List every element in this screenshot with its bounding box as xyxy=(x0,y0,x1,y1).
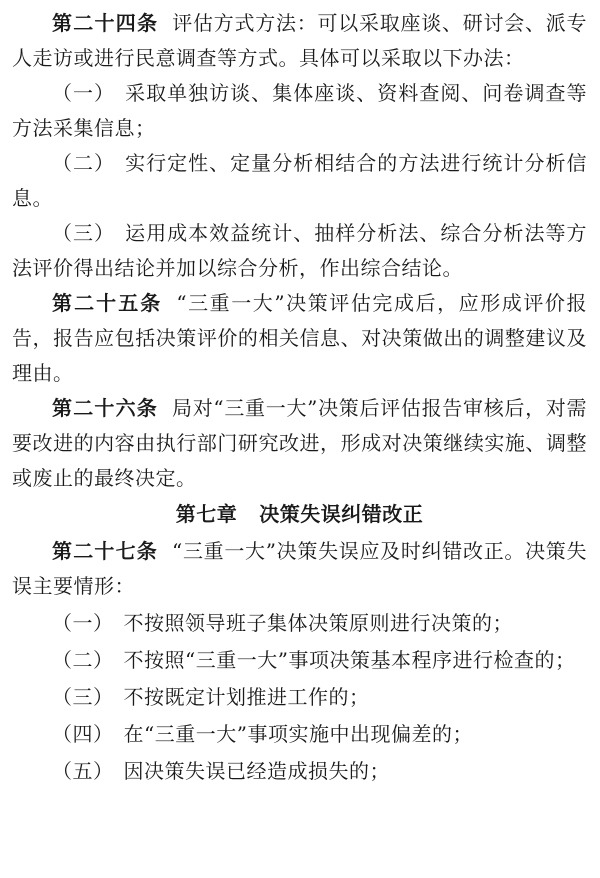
item-number: （二） xyxy=(52,648,114,672)
item-text: 不按既定计划推进工作的； xyxy=(123,685,370,709)
article-27-label: 第二十七条 xyxy=(52,539,159,563)
article-24-item-1 xyxy=(12,76,587,146)
item-text: 不按照领导班子集体决策原则进行决策的； xyxy=(123,611,513,635)
item-text: 在“三重一大”事项实施中出现偏差的； xyxy=(123,722,473,746)
item-number: （二） xyxy=(52,151,116,175)
article-25-text: “三重一大”决策评估完成后，应形成评价报告，报告应包括决策评价的相关信息、对决策做出的调整建议及理由。 xyxy=(12,291,588,385)
article-27-item-5 xyxy=(12,754,587,789)
item-number: （一） xyxy=(52,81,116,105)
article-27-item-2 xyxy=(12,643,587,678)
item-number: （五） xyxy=(52,759,114,783)
article-24 xyxy=(12,6,587,76)
article-24-item-3 xyxy=(12,216,587,286)
article-25 xyxy=(12,286,587,391)
article-26-label: 第二十六条 xyxy=(52,396,159,420)
item-text: 采取单独访谈、集体座谈、资料查阅、问卷调查等方法采集信息； xyxy=(12,81,587,140)
chapter-7-number: 第七章 xyxy=(175,502,238,526)
item-text: 运用成本效益统计、抽样分析法、综合分析法等方法评价得出结论并加以综合分析，作出综合结论。 xyxy=(12,221,587,280)
article-27-item-3 xyxy=(12,680,587,715)
article-27 xyxy=(12,534,587,604)
item-number: （三） xyxy=(52,221,116,245)
chapter-7-heading xyxy=(12,497,587,532)
item-number: （四） xyxy=(52,722,114,746)
article-27-text: “三重一大”决策失误应及时纠错改正。决策失误主要情形： xyxy=(12,539,588,598)
item-number: （一） xyxy=(52,611,114,635)
article-25-label: 第二十五条 xyxy=(52,291,163,315)
article-24-label: 第二十四条 xyxy=(52,11,159,35)
item-number: （三） xyxy=(52,685,114,709)
item-text: 实行定性、定量分析相结合的方法进行统计分析信息。 xyxy=(12,151,587,210)
item-text: 不按照“三重一大”事项决策基本程序进行检查的； xyxy=(123,648,576,672)
article-27-item-4 xyxy=(12,717,587,752)
article-27-item-1 xyxy=(12,606,587,641)
article-24-text: 评估方式方法：可以采取座谈、研讨会、派专人走访或进行民意调查等方式。具体可以采取以下办法： xyxy=(12,11,587,70)
chapter-7-title: 决策失误纠错改正 xyxy=(259,502,424,526)
article-26-text: 局对“三重一大”决策后评估报告审核后，对需要改进的内容由执行部门研究改进，形成对决策继续实施、调整或废止的最终决定。 xyxy=(12,396,588,490)
item-text: 因决策失误已经造成损失的； xyxy=(123,759,390,783)
article-26 xyxy=(12,391,587,496)
article-24-item-2 xyxy=(12,146,587,216)
